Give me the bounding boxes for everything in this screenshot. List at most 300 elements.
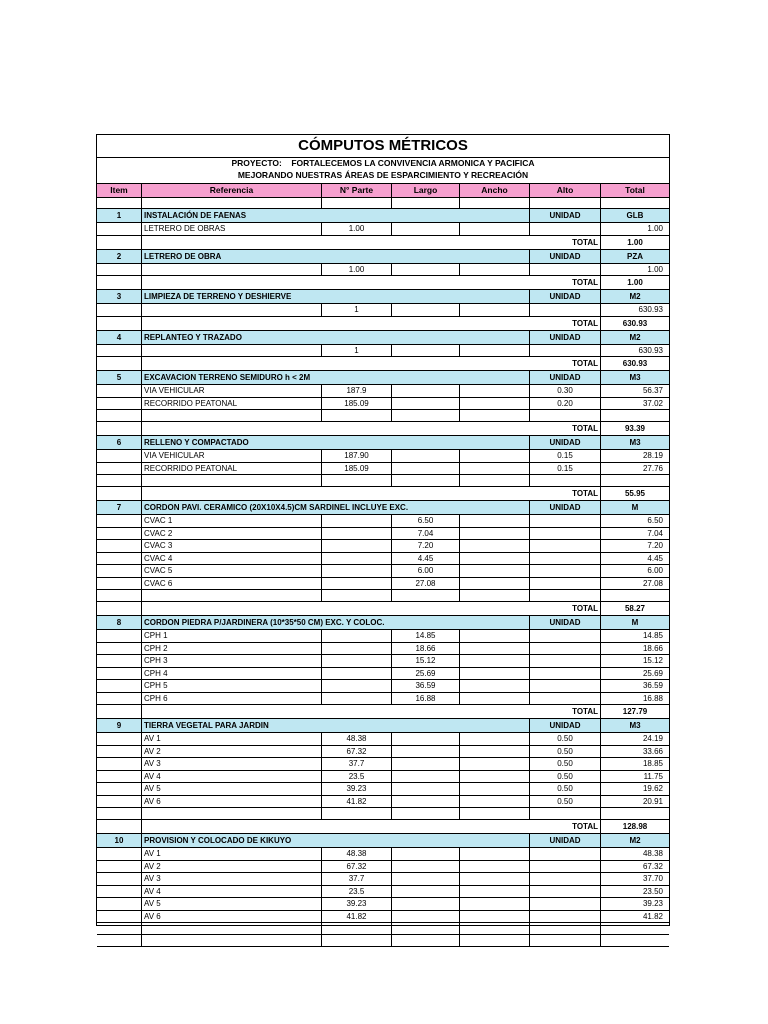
- total-row: [97, 487, 669, 501]
- alto-cell: [529, 911, 600, 923]
- largo-cell: 16.88: [391, 693, 459, 705]
- blank-cell: [97, 475, 141, 486]
- blank-cell: [529, 410, 600, 421]
- item-cell: [97, 236, 141, 249]
- referencia-cell: AV 3: [141, 758, 321, 770]
- parte-cell: [321, 680, 391, 692]
- detail-row: [97, 680, 669, 693]
- detail-row: [97, 304, 669, 317]
- column-header-row: [97, 183, 669, 198]
- detail-row: [97, 886, 669, 899]
- blank-cell: [600, 923, 669, 934]
- alto-cell: 0.50: [529, 783, 600, 795]
- parte-cell: 185.09: [321, 463, 391, 475]
- referencia-cell: CPH 4: [141, 668, 321, 680]
- total-cell: 16.88: [600, 693, 669, 705]
- item-cell: [97, 783, 141, 795]
- ancho-cell: [459, 385, 529, 397]
- referencia-cell: AV 2: [141, 861, 321, 873]
- alto-cell: [529, 578, 600, 590]
- referencia-cell: CVAC 1: [141, 515, 321, 527]
- col-referencia: Referencia: [141, 184, 321, 197]
- largo-cell: [391, 733, 459, 745]
- item-cell: [97, 655, 141, 667]
- blank-cell: [459, 590, 529, 601]
- alto-cell: 0.50: [529, 796, 600, 808]
- item-number: 5: [116, 373, 122, 382]
- item-cell: [97, 746, 141, 758]
- ancho-cell: [459, 733, 529, 745]
- total-cell: 37.70: [600, 873, 669, 885]
- parte-cell: 1: [321, 304, 391, 316]
- alto-cell: 0.15: [529, 463, 600, 475]
- blank-cell: [391, 410, 459, 421]
- spacer-row: [97, 197, 669, 209]
- detail-row: [97, 911, 669, 924]
- blank-cell: [391, 590, 459, 601]
- ancho-cell: [459, 861, 529, 873]
- blank-cell: [600, 197, 669, 208]
- total-value: 55.95: [600, 487, 669, 500]
- largo-cell: [391, 264, 459, 276]
- referencia-cell: CPH 5: [141, 680, 321, 692]
- ancho-cell: [459, 553, 529, 565]
- total-cell: 1.00: [600, 223, 669, 235]
- total-cell: 27.08: [600, 578, 669, 590]
- total-cell: 7.04: [600, 528, 669, 540]
- item-cell: [97, 771, 141, 783]
- item-row-9: [97, 719, 669, 733]
- unit-value: M3: [600, 436, 669, 449]
- total-value: 128.98: [600, 820, 669, 833]
- ancho-cell: [459, 758, 529, 770]
- alto-cell: [529, 680, 600, 692]
- total-cell: 4.45: [600, 553, 669, 565]
- alto-cell: 0.30: [529, 385, 600, 397]
- alto-cell: [529, 304, 600, 316]
- parte-cell: 37.7: [321, 758, 391, 770]
- unit-value: M3: [600, 371, 669, 384]
- largo-cell: [391, 758, 459, 770]
- parte-cell: 39.23: [321, 783, 391, 795]
- total-label: TOTAL: [141, 236, 600, 249]
- total-row: [97, 317, 669, 331]
- item-cell: [97, 345, 141, 357]
- item-cell: [97, 886, 141, 898]
- unit-value: PZA: [600, 250, 669, 263]
- parte-cell: 48.38: [321, 733, 391, 745]
- unit-value: M: [600, 501, 669, 514]
- alto-cell: [529, 643, 600, 655]
- item-row-10: [97, 834, 669, 848]
- largo-cell: [391, 385, 459, 397]
- detail-row: [97, 223, 669, 236]
- unit-label: UNIDAD: [529, 209, 600, 222]
- item-description: TIERRA VEGETAL PARA JARDIN: [141, 719, 529, 732]
- ancho-cell: [459, 643, 529, 655]
- parte-cell: [321, 540, 391, 552]
- item-cell: [97, 304, 141, 316]
- blank-cell: [529, 197, 600, 208]
- blank-cell: [321, 410, 391, 421]
- detail-row: [97, 398, 669, 411]
- unit-label: UNIDAD: [529, 834, 600, 847]
- ancho-cell: [459, 771, 529, 783]
- total-cell: 18.85: [600, 758, 669, 770]
- ancho-cell: [459, 398, 529, 410]
- alto-cell: [529, 630, 600, 642]
- ancho-cell: [459, 911, 529, 923]
- referencia-cell: AV 3: [141, 873, 321, 885]
- total-cell: 6.50: [600, 515, 669, 527]
- detail-row: [97, 515, 669, 528]
- item-cell: [97, 578, 141, 590]
- total-row: [97, 820, 669, 834]
- largo-cell: 14.85: [391, 630, 459, 642]
- detail-row: [97, 540, 669, 553]
- referencia-cell: AV 1: [141, 848, 321, 860]
- item-cell: [97, 733, 141, 745]
- largo-cell: [391, 345, 459, 357]
- blank-cell: [141, 197, 321, 208]
- unit-label: UNIDAD: [529, 331, 600, 344]
- blank-cell: [600, 808, 669, 819]
- parte-cell: [321, 643, 391, 655]
- total-cell: 23.50: [600, 886, 669, 898]
- item-cell: [97, 602, 141, 615]
- item-cell: [97, 540, 141, 552]
- parte-cell: 185.09: [321, 398, 391, 410]
- item-description: INSTALACIÓN DE FAENAS: [141, 209, 529, 222]
- ancho-cell: [459, 264, 529, 276]
- ancho-cell: [459, 578, 529, 590]
- blank-cell: [600, 935, 669, 946]
- total-cell: 25.69: [600, 668, 669, 680]
- parte-cell: [321, 668, 391, 680]
- item-row-1: [97, 209, 669, 223]
- blank-cell: [141, 475, 321, 486]
- item-description: CORDON PAVI. CERAMICO (20X10X4.5)CM SARDINEL INCLUYE EXC.: [141, 501, 529, 514]
- item-cell: [97, 861, 141, 873]
- largo-cell: 4.45: [391, 553, 459, 565]
- item-description: PROVISION Y COLOCADO DE KIKUYO: [141, 834, 529, 847]
- referencia-cell: VIA VEHICULAR: [141, 385, 321, 397]
- referencia-cell: AV 2: [141, 746, 321, 758]
- ancho-cell: [459, 223, 529, 235]
- alto-cell: 0.20: [529, 398, 600, 410]
- blank-cell: [529, 475, 600, 486]
- item-cell: [97, 630, 141, 642]
- unit-value: GLB: [600, 209, 669, 222]
- item-cell: [97, 668, 141, 680]
- detail-row: [97, 898, 669, 911]
- total-label: TOTAL: [141, 820, 600, 833]
- item-cell: [97, 223, 141, 235]
- total-cell: 15.12: [600, 655, 669, 667]
- total-value: 1.00: [600, 236, 669, 249]
- blank-cell: [600, 410, 669, 421]
- item-number: 6: [116, 438, 122, 447]
- total-row: [97, 602, 669, 616]
- blank-cell: [141, 923, 321, 934]
- blank-cell: [321, 808, 391, 819]
- referencia-cell: VIA VEHICULAR: [141, 450, 321, 462]
- detail-row: [97, 643, 669, 656]
- blank-cell: [459, 935, 529, 946]
- total-cell: 11.75: [600, 771, 669, 783]
- total-cell: 630.93: [600, 304, 669, 316]
- total-label: TOTAL: [141, 276, 600, 289]
- item-cell: [97, 796, 141, 808]
- parte-cell: [321, 693, 391, 705]
- ancho-cell: [459, 565, 529, 577]
- item-number: 8: [116, 618, 122, 627]
- unit-value: M2: [600, 290, 669, 303]
- col-total: Total: [600, 184, 669, 197]
- ancho-cell: [459, 515, 529, 527]
- blank-cell: [459, 923, 529, 934]
- total-cell: 37.02: [600, 398, 669, 410]
- alto-cell: [529, 848, 600, 860]
- parte-cell: 37.7: [321, 873, 391, 885]
- blank-cell: [141, 808, 321, 819]
- referencia-cell: [141, 304, 321, 316]
- alto-cell: 0.50: [529, 733, 600, 745]
- alto-cell: 0.50: [529, 758, 600, 770]
- sheet-title: CÓMPUTOS MÉTRICOS: [97, 135, 669, 158]
- blank-cell: [97, 935, 141, 946]
- total-cell: 24.19: [600, 733, 669, 745]
- largo-cell: [391, 796, 459, 808]
- item-number: 1: [116, 211, 122, 220]
- largo-cell: 25.69: [391, 668, 459, 680]
- item-number: 3: [116, 292, 122, 301]
- parte-cell: 67.32: [321, 746, 391, 758]
- blank-cell: [391, 197, 459, 208]
- total-value: 1.00: [600, 276, 669, 289]
- blank-cell: [321, 590, 391, 601]
- parte-cell: 41.82: [321, 911, 391, 923]
- item-row-8: [97, 616, 669, 630]
- blank-cell: [321, 197, 391, 208]
- parte-cell: [321, 578, 391, 590]
- item-cell: [97, 450, 141, 462]
- blank-cell: [391, 475, 459, 486]
- referencia-cell: AV 4: [141, 771, 321, 783]
- total-cell: 7.20: [600, 540, 669, 552]
- parte-cell: [321, 630, 391, 642]
- largo-cell: [391, 848, 459, 860]
- ancho-cell: [459, 886, 529, 898]
- parte-cell: 39.23: [321, 898, 391, 910]
- referencia-cell: CPH 2: [141, 643, 321, 655]
- blank-cell: [529, 590, 600, 601]
- largo-cell: [391, 304, 459, 316]
- total-value: 127.79: [600, 705, 669, 718]
- referencia-cell: AV 1: [141, 733, 321, 745]
- ancho-cell: [459, 873, 529, 885]
- detail-row: [97, 693, 669, 706]
- project-label: PROYECTO:: [231, 158, 282, 168]
- largo-cell: [391, 873, 459, 885]
- alto-cell: [529, 345, 600, 357]
- referencia-cell: CVAC 5: [141, 565, 321, 577]
- detail-row: [97, 450, 669, 463]
- ancho-cell: [459, 668, 529, 680]
- project-line-2: MEJORANDO NUESTRAS ÁREAS DE ESPARCIMIENTO Y RECREACIÓN: [237, 170, 529, 180]
- total-label: TOTAL: [141, 602, 600, 615]
- alto-cell: [529, 515, 600, 527]
- detail-row: [97, 796, 669, 809]
- unit-label: UNIDAD: [529, 616, 600, 629]
- unit-label: UNIDAD: [529, 371, 600, 384]
- largo-cell: 27.08: [391, 578, 459, 590]
- item-cell: [97, 276, 141, 289]
- item-cell: [97, 911, 141, 923]
- alto-cell: [529, 655, 600, 667]
- largo-cell: [391, 898, 459, 910]
- largo-cell: [391, 771, 459, 783]
- largo-cell: 18.66: [391, 643, 459, 655]
- referencia-cell: RECORRIDO PEATONAL: [141, 398, 321, 410]
- detail-row: [97, 848, 669, 861]
- total-row: [97, 705, 669, 719]
- col-alto: Alto: [529, 184, 600, 197]
- detail-row: [97, 463, 669, 476]
- computos-sheet: [96, 134, 670, 926]
- blank-cell: [97, 923, 141, 934]
- detail-row: [97, 746, 669, 759]
- referencia-cell: CVAC 6: [141, 578, 321, 590]
- item-cell: [97, 758, 141, 770]
- total-cell: 6.00: [600, 565, 669, 577]
- referencia-cell: AV 6: [141, 796, 321, 808]
- total-cell: 48.38: [600, 848, 669, 860]
- total-cell: 36.59: [600, 680, 669, 692]
- largo-cell: [391, 783, 459, 795]
- largo-cell: [391, 223, 459, 235]
- ancho-cell: [459, 898, 529, 910]
- item-number: 2: [116, 251, 122, 261]
- item-cell: [97, 515, 141, 527]
- parte-cell: [321, 655, 391, 667]
- item-row-7: [97, 501, 669, 515]
- largo-cell: [391, 746, 459, 758]
- blank-cell: [459, 410, 529, 421]
- total-cell: 33.66: [600, 746, 669, 758]
- total-row: [97, 276, 669, 290]
- detail-row: [97, 861, 669, 874]
- total-label: TOTAL: [141, 487, 600, 500]
- referencia-cell: CPH 3: [141, 655, 321, 667]
- item-cell: [97, 317, 141, 330]
- total-cell: 27.76: [600, 463, 669, 475]
- parte-cell: 67.32: [321, 861, 391, 873]
- total-cell: 14.85: [600, 630, 669, 642]
- largo-cell: [391, 911, 459, 923]
- spacer-row: [97, 410, 669, 422]
- detail-row: [97, 528, 669, 541]
- alto-cell: [529, 693, 600, 705]
- total-cell: 39.23: [600, 898, 669, 910]
- alto-cell: [529, 898, 600, 910]
- spacer-row: [97, 808, 669, 820]
- total-label: TOTAL: [141, 422, 600, 435]
- ancho-cell: [459, 848, 529, 860]
- blank-cell: [529, 808, 600, 819]
- total-cell: 41.82: [600, 911, 669, 923]
- referencia-cell: CPH 6: [141, 693, 321, 705]
- item-description: CORDON PIEDRA P/JARDINERA (10*35*50 CM) EXC. Y COLOC.: [141, 616, 529, 629]
- unit-label: UNIDAD: [529, 290, 600, 303]
- total-cell: 19.62: [600, 783, 669, 795]
- referencia-cell: AV 5: [141, 783, 321, 795]
- blank-cell: [391, 935, 459, 946]
- largo-cell: [391, 450, 459, 462]
- item-cell: [97, 565, 141, 577]
- largo-cell: 6.00: [391, 565, 459, 577]
- alto-cell: [529, 886, 600, 898]
- total-row: [97, 422, 669, 436]
- alto-cell: 0.15: [529, 450, 600, 462]
- parte-cell: [321, 565, 391, 577]
- item-row-3: [97, 290, 669, 304]
- alto-cell: [529, 668, 600, 680]
- item-cell: [97, 487, 141, 500]
- largo-cell: 15.12: [391, 655, 459, 667]
- item-cell: [97, 693, 141, 705]
- item-cell: [97, 264, 141, 276]
- parte-cell: 41.82: [321, 796, 391, 808]
- spacer-row: [97, 475, 669, 487]
- detail-row: [97, 553, 669, 566]
- blank-cell: [459, 808, 529, 819]
- total-label: TOTAL: [141, 317, 600, 330]
- parte-cell: [321, 553, 391, 565]
- ancho-cell: [459, 655, 529, 667]
- blank-cell: [141, 410, 321, 421]
- parte-cell: 48.38: [321, 848, 391, 860]
- blank-cell: [321, 475, 391, 486]
- item-cell: [97, 553, 141, 565]
- ancho-cell: [459, 463, 529, 475]
- largo-cell: [391, 463, 459, 475]
- blank-cell: [97, 410, 141, 421]
- total-value: 630.93: [600, 357, 669, 370]
- total-cell: 1.00: [600, 264, 669, 276]
- spacer-row: [97, 923, 669, 935]
- alto-cell: [529, 223, 600, 235]
- total-label: TOTAL: [141, 357, 600, 370]
- item-number: 10: [114, 836, 124, 845]
- alto-cell: [529, 873, 600, 885]
- parte-cell: 1.00: [321, 223, 391, 235]
- blank-cell: [97, 808, 141, 819]
- item-cell: [97, 848, 141, 860]
- item-number: 7: [116, 503, 122, 512]
- referencia-cell: AV 4: [141, 886, 321, 898]
- ancho-cell: [459, 630, 529, 642]
- item-row-4: [97, 331, 669, 345]
- detail-row: [97, 264, 669, 277]
- parte-cell: 23.5: [321, 771, 391, 783]
- item-cell: [97, 643, 141, 655]
- ancho-cell: [459, 796, 529, 808]
- referencia-cell: CVAC 4: [141, 553, 321, 565]
- item-description: REPLANTEO Y TRAZADO: [141, 331, 529, 344]
- total-value: 58.27: [600, 602, 669, 615]
- referencia-cell: [141, 345, 321, 357]
